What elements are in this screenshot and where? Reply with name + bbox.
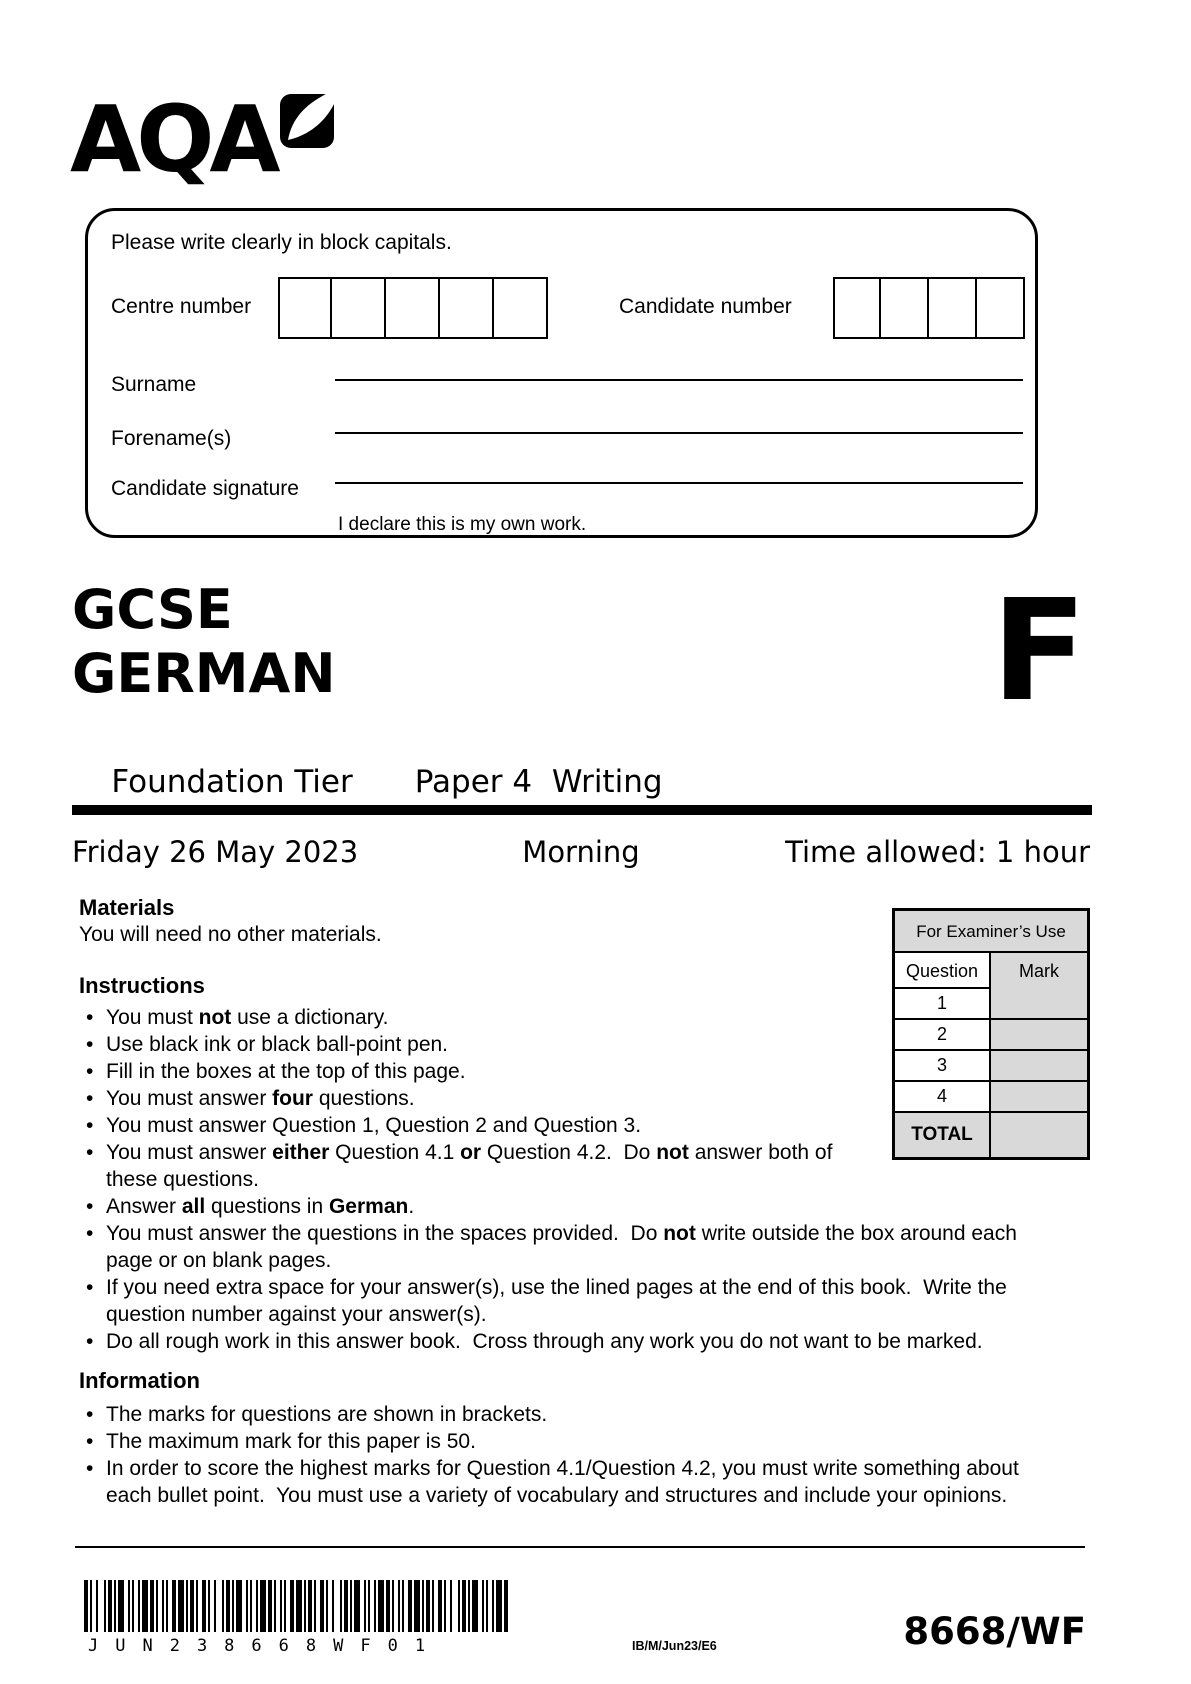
mark-cell bbox=[991, 1051, 1087, 1082]
number-cell bbox=[833, 277, 881, 339]
number-cell bbox=[977, 277, 1025, 339]
mark-cell bbox=[991, 1082, 1087, 1113]
number-cell bbox=[881, 277, 929, 339]
surname-line bbox=[335, 379, 1023, 381]
materials-body: You will need no other materials. bbox=[79, 923, 382, 946]
instruction-item: • Fill in the boxes at the top of this page. bbox=[79, 1058, 1081, 1085]
instruction-item: • You must answer four questions. bbox=[79, 1085, 1081, 1112]
forenames-line bbox=[335, 432, 1023, 434]
aqa-leaf-icon bbox=[280, 86, 342, 152]
surname-label: Surname bbox=[111, 373, 197, 396]
qualification-title: GCSE bbox=[72, 578, 233, 641]
instruction-item: • You must not use a dictionary. bbox=[79, 1004, 1081, 1031]
exam-session: Morning bbox=[522, 835, 640, 869]
instruction-item: • You must answer Question 1, Question 2 and Question 3. bbox=[79, 1112, 1081, 1139]
paper-label: Paper 4 Writing bbox=[414, 764, 663, 800]
centre-number-label: Centre number bbox=[111, 295, 252, 318]
number-cell bbox=[332, 277, 386, 339]
instruction-item: • You must answer the questions in the spaces provided. Do not write outside the box around each page or on blank pages. bbox=[79, 1220, 1081, 1274]
examiner-table-title: For Examiner’s Use bbox=[895, 911, 1087, 953]
candidate-number-boxes bbox=[833, 277, 1025, 339]
declaration-text: I declare this is my own work. bbox=[338, 514, 587, 535]
forenames-label: Forename(s) bbox=[111, 427, 232, 450]
candidate-number-label: Candidate number bbox=[619, 295, 792, 318]
information-list bbox=[79, 1401, 1081, 1509]
exam-date: Friday 26 May 2023 bbox=[72, 835, 359, 869]
question-number-cell: 1 bbox=[895, 989, 991, 1020]
total-label: TOTAL bbox=[895, 1113, 991, 1157]
total-mark-cell bbox=[991, 1113, 1087, 1157]
examiner-table-row bbox=[895, 1082, 1087, 1113]
number-cell bbox=[494, 277, 548, 339]
information-heading: Information bbox=[79, 1368, 200, 1393]
information-item: • In order to score the highest marks for Question 4.1/Question 4.2, you must write something about each bullet point. You must use a variety of vocabulary and structures and include your opinions. bbox=[79, 1455, 1081, 1509]
candidate-details-box bbox=[85, 208, 1038, 538]
paper-reference: IB/M/Jun23/E6 bbox=[632, 1639, 717, 1653]
examiner-table-row bbox=[895, 1020, 1087, 1051]
mark-column-header: Mark bbox=[1019, 961, 1059, 981]
paper-code: 8668/WF bbox=[903, 1610, 1086, 1653]
question-column-header: Question bbox=[895, 953, 991, 989]
block-capitals-note: Please write clearly in block capitals. bbox=[111, 231, 452, 254]
barcode bbox=[84, 1580, 508, 1632]
centre-number-boxes bbox=[278, 277, 548, 339]
information-item: • The maximum mark for this paper is 50. bbox=[79, 1428, 1081, 1455]
tier-badge-f: F bbox=[991, 570, 1087, 733]
examiner-table-row bbox=[895, 1051, 1087, 1082]
question-number-cell: 3 bbox=[895, 1051, 991, 1082]
tier-paper-line bbox=[72, 731, 663, 833]
question-number-cell: 2 bbox=[895, 1020, 991, 1051]
examiner-table-row bbox=[895, 989, 1087, 1020]
time-allowed: Time allowed: 1 hour bbox=[785, 835, 1090, 869]
number-cell bbox=[929, 277, 977, 339]
instruction-item: • If you need extra space for your answer(s), use the lined pages at the end of this book. Write the question number against your answer(s). bbox=[79, 1274, 1081, 1328]
mark-cell bbox=[991, 989, 1087, 1020]
signature-label: Candidate signature bbox=[111, 477, 299, 500]
mark-cell bbox=[991, 1020, 1087, 1051]
examiner-table-total-row bbox=[895, 1113, 1087, 1157]
instruction-item: • You must answer either Question 4.1 or Question 4.2. Do not answer both of these questions. bbox=[79, 1139, 1081, 1193]
aqa-logo-text: AQA bbox=[70, 86, 276, 193]
examiner-use-table bbox=[892, 908, 1090, 1160]
information-item: • The marks for questions are shown in brackets. bbox=[79, 1401, 1081, 1428]
instruction-item: • Do all rough work in this answer book. Cross through any work you do not want to be marked. bbox=[79, 1328, 1081, 1355]
examiner-table-rows bbox=[895, 989, 1087, 1113]
barcode-text: JUN238668WF01 bbox=[88, 1636, 443, 1656]
signature-line bbox=[335, 482, 1023, 484]
instructions-heading: Instructions bbox=[79, 973, 205, 998]
question-number-cell: 4 bbox=[895, 1082, 991, 1113]
examiner-table-header bbox=[895, 953, 1087, 989]
session-row bbox=[72, 836, 1090, 868]
number-cell bbox=[386, 277, 440, 339]
footer-rule bbox=[75, 1546, 1085, 1548]
number-cell bbox=[278, 277, 332, 339]
materials-heading: Materials bbox=[79, 895, 175, 920]
instruction-item: • Use black ink or black ball-point pen. bbox=[79, 1031, 1081, 1058]
tier-label: Foundation Tier bbox=[111, 764, 353, 800]
subject-title: GERMAN bbox=[72, 642, 336, 705]
number-cell bbox=[440, 277, 494, 339]
instruction-item: • Answer all questions in German. bbox=[79, 1193, 1081, 1220]
divider-rule bbox=[72, 805, 1092, 815]
